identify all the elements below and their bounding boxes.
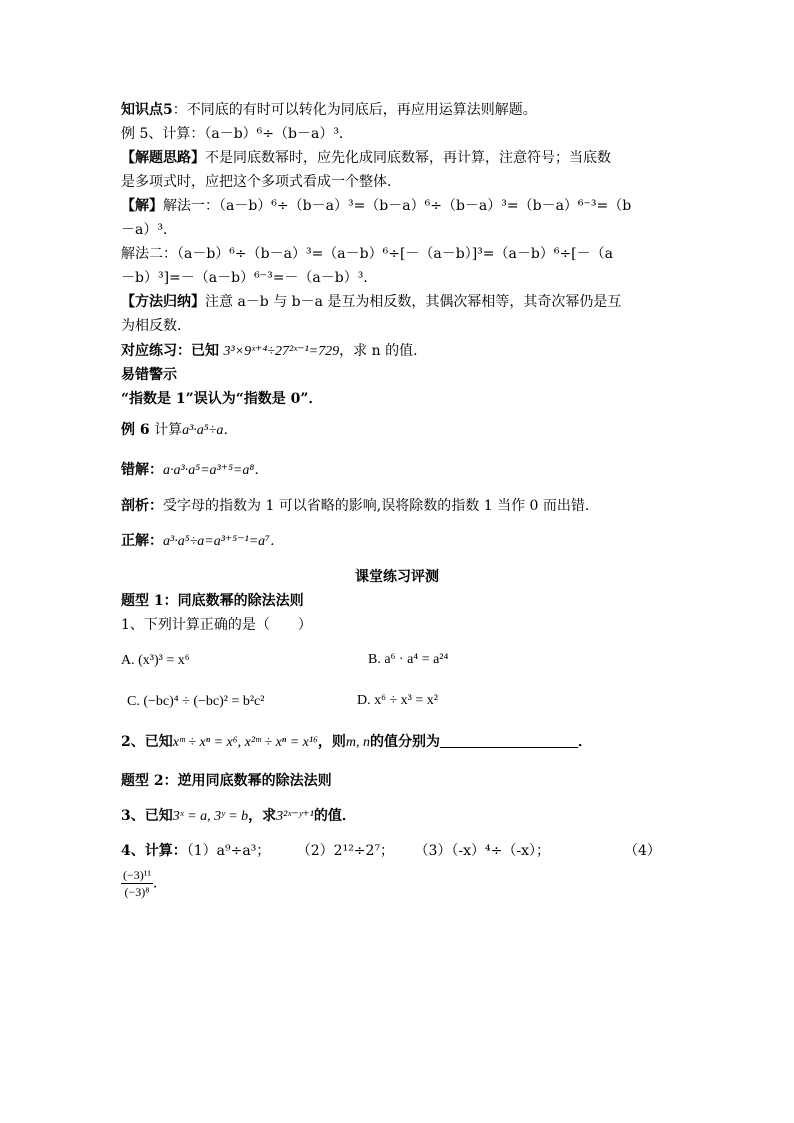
warning-title: 易错警示 (121, 367, 177, 383)
question-4-part-4: （4） (624, 843, 661, 859)
knowledge-point-5-head: 知识点5 (121, 102, 173, 118)
example-5: 例 5、计算：（a－b）⁶÷（b－a）³． (121, 126, 353, 142)
question-2-end: ． (578, 734, 593, 750)
analysis (121, 495, 694, 517)
question-3-pre: 3、已知 (121, 808, 173, 824)
solution-text-1: 解法一：（a－b）⁶÷（b－a）³=（b－a）⁶÷（b－a）³=（b－a）⁶⁻³=（b (163, 198, 632, 214)
method-head: 【方法归纳】 (121, 294, 205, 310)
method-text-1: 注意 a－b 与 b－a 是互为相反数，其偶次幂相等，其奇次幂仍是互 (205, 294, 622, 310)
question-4-part-1: （1）a⁹÷a³； (186, 843, 271, 859)
question-3-formula: 3ˣ = a, 3ʸ = b (172, 809, 249, 824)
question-3-mid: ，求 (248, 808, 277, 824)
question-3-post: 的值． (313, 808, 356, 824)
practice-pre: 对应练习：已知 (121, 343, 219, 359)
wrong-solution-formula: a·a³·a⁵=a³⁺⁵=a⁸． (163, 463, 269, 478)
solution-line-1 (121, 195, 694, 217)
question-4-label: 4、计算： (121, 843, 187, 859)
question-2-formula: xᵐ ÷ xⁿ = x⁶, x²ᵐ ÷ xⁿ = x¹⁶ (172, 735, 318, 750)
question-1-options-cd (121, 690, 694, 713)
fraction-denominator: (−3)⁸ (124, 885, 150, 899)
solution2-line-1: 解法二：（a－b）⁶÷（b－a）³=（a－b）⁶÷[－（a－b）]³=（a－b）⁶÷[－（a (121, 246, 613, 262)
idea-head: 【解题思路】 (121, 150, 205, 166)
idea-line-2: 是多项式时，应把这个多项式看成一个整体． (121, 174, 401, 190)
wrong-solution (121, 459, 694, 482)
question-4-fraction-line (121, 867, 694, 900)
knowledge-point-5-text: ：不同底的有时可以转化为同底后，再应用运算法则解题。 (172, 102, 537, 118)
section-title: 课堂练习评测 (355, 569, 439, 585)
wrong-solution-label: 错解： (121, 462, 163, 478)
example-6 (121, 419, 694, 442)
question-2 (121, 731, 694, 754)
option-d: D. x⁶ ÷ x³ = x² (357, 693, 438, 708)
question-3 (121, 805, 694, 828)
practice-formula: 3³×9ˣ⁺⁴÷27²ˣ⁻¹=729 (223, 344, 340, 359)
idea-text-1: 不是同底数幂时，应先化成同底数幂，再计算，注意符号；当底数 (205, 150, 611, 166)
method-line-2: 为相反数． (121, 318, 191, 334)
question-1-options-ab (121, 649, 694, 672)
correct-solution-label: 正解： (121, 533, 163, 549)
example-6-label: 例 6 (121, 422, 150, 438)
option-b: B. a⁶ · a⁴ = a²⁴ (368, 652, 449, 667)
question-4-fraction (121, 867, 153, 900)
correct-solution-formula: a³·a⁵÷a=a³⁺⁵⁻¹=a⁷． (163, 534, 285, 549)
question-4 (121, 840, 694, 862)
type2-title: 题型 2：逆用同底数幂的除法法则 (121, 773, 332, 789)
example-6-formula: a³·a⁵÷a． (182, 423, 238, 438)
question-2-mid: ，则 (317, 734, 346, 750)
analysis-label: 剖析： (121, 498, 163, 514)
solution-line-2: －a）³． (121, 222, 177, 238)
question-2-vars: m, n (345, 735, 371, 750)
question-4-part-2: （2）2¹²÷2⁷； (296, 843, 395, 859)
question-1: 1、下列计算正确的是（ ） (121, 617, 312, 633)
question-3-expr: 3²ˣ⁻ʸ⁺¹ (276, 809, 314, 824)
practice-line (121, 340, 694, 363)
type1-title: 题型 1：同底数幂的除法法则 (121, 593, 304, 609)
analysis-text: 受字母的指数为 1 可以省略的影响,误将除数的指数 1 当作 0 而出错. (163, 498, 590, 514)
question-2-pre: 2、已知 (121, 734, 173, 750)
example-6-pre: 计算 (154, 422, 183, 438)
idea-line-1 (121, 147, 694, 169)
method-line-1 (121, 291, 694, 313)
solution-head: 【解】 (121, 198, 163, 214)
question-4-part-3: （3）（-x）⁴÷（-x）； (414, 843, 551, 859)
warning-subtitle: “指数是 1”误认为“指数是 0”． (121, 391, 323, 407)
practice-post: ，求 n 的值． (339, 343, 428, 359)
answer-blank[interactable] (440, 733, 578, 748)
solution2-line-2: －b）³]=－（a－b）⁶⁻³=－（a－b）³． (121, 270, 378, 286)
question-4-end: ． (152, 875, 167, 892)
option-a: A. (x³)³ = x⁶ (121, 653, 190, 668)
correct-solution (121, 530, 694, 553)
fraction-numerator: (−3)¹¹ (123, 868, 151, 882)
question-2-post: 的值分别为 (370, 734, 441, 750)
knowledge-point-5 (121, 99, 694, 121)
option-c: C. (−bc)⁴ ÷ (−bc)² = b²c² (127, 694, 265, 709)
